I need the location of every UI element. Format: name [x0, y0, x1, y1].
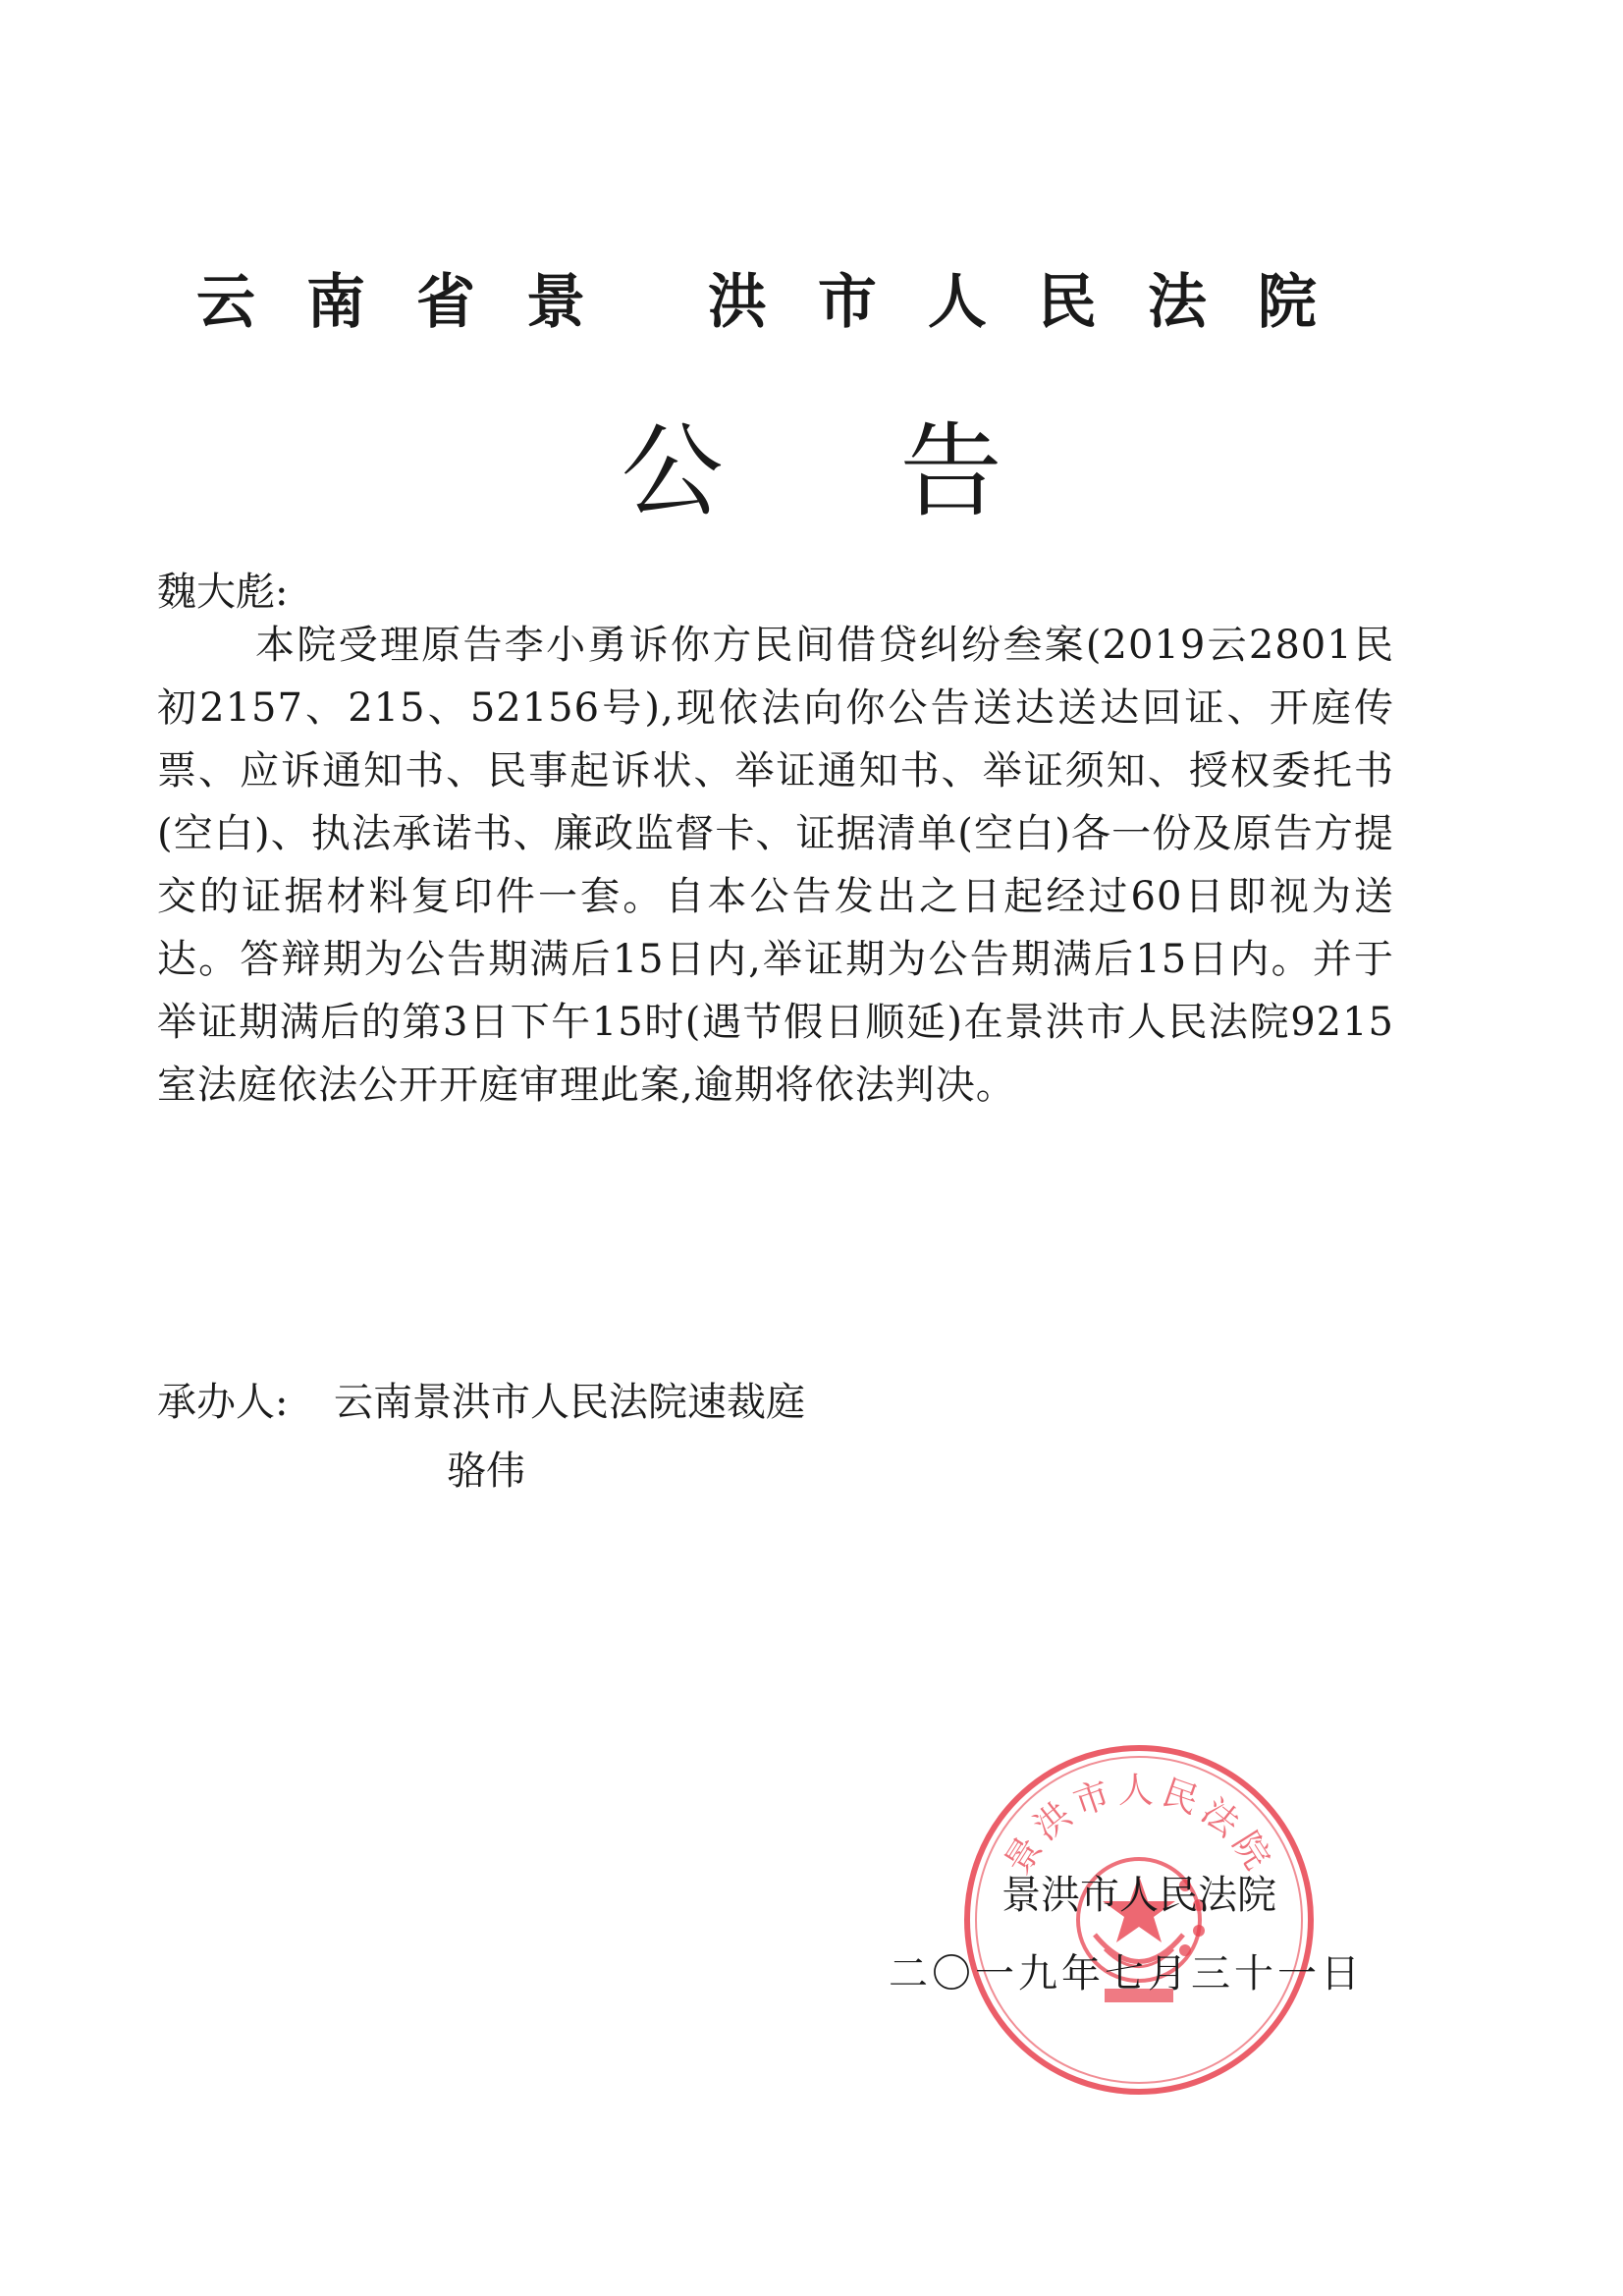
handler-line — [157, 1373, 805, 1432]
court-name-heading: 云南省景 洪市人民法院 — [196, 268, 1368, 337]
handler-name: 骆伟 — [447, 1449, 525, 1494]
handler-label: 承办人: — [157, 1380, 289, 1425]
seal-text: 景洪市人民法院 — [997, 1771, 1281, 1882]
notice-body: 本院受理原告李小勇诉你方民间借贷纠纷叁案(2019云2801民初2157、215、52156号),现依法向你公告送达送达回证、开庭传票、应诉通知书、民事起诉状、举证通知书、举证须知、授权委托书(空白)、执法承诺书、廉政监督卡、证据清单(空白)各一份及原告方提交的证据材料复印件一套。自本公告发出之日起经过60日即视为送达。答辩期为公告期满后15日内,举证期为公告期满后15日内。并于举证期满后的第3日下午15时(遇节假日顺延)在景洪市人民法院9215室法庭依法公开开庭审理此案,逾期将依法判决。 — [157, 623, 1394, 1108]
addressee: 魏大彪: — [157, 570, 289, 615]
document-title: 公告 — [621, 411, 1179, 531]
signature-date: 二〇一九年七月三十一日 — [889, 1951, 1364, 1996]
signature-court: 景洪市人民法院 — [1001, 1873, 1276, 1918]
handler-department: 云南景洪市人民法院速裁庭 — [334, 1380, 805, 1425]
